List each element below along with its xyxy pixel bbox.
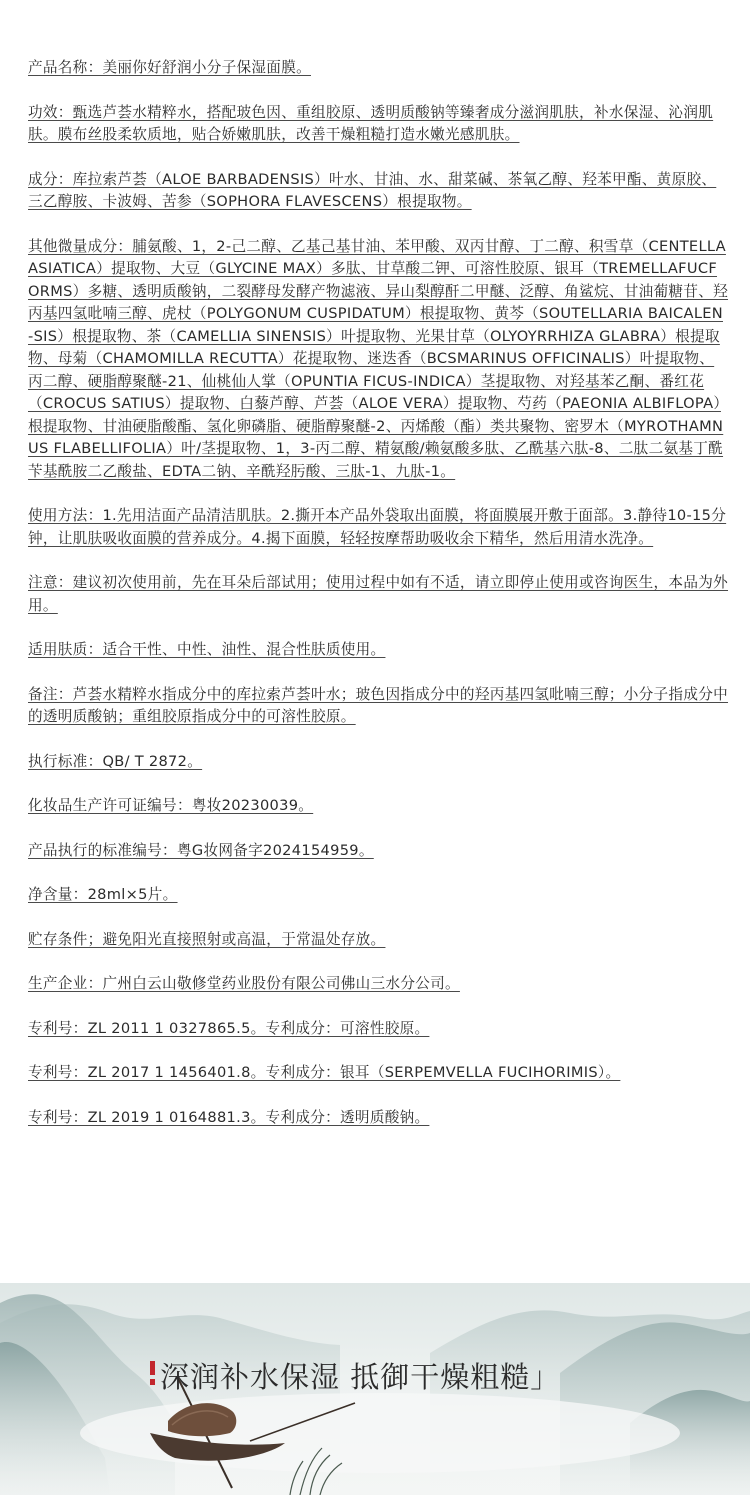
manufacturer-paragraph: 生产企业：广州白云山敬修堂药业股份有限公司佛山三水分公司。 [28, 975, 460, 992]
patent-paragraph-1: 专利号：ZL 2011 1 0327865.5。专利成分：可溶性胶原。 [28, 1019, 430, 1037]
product-info-document [28, 57, 728, 1151]
slogan-text: 深润补水保湿 抵御干燥粗糙 [160, 1360, 531, 1394]
filing-number-paragraph: 产品执行的标准编号：粤G妆网备字2024154959。 [28, 841, 374, 859]
mist [80, 1393, 680, 1473]
storage-paragraph: 贮存条件；避免阳光直接照射或高温，于常温处存放。 [28, 930, 386, 948]
product-name-paragraph: 产品名称：美丽你好舒润小分子保湿面膜。 [28, 59, 311, 76]
banner-slogan [150, 1355, 560, 1396]
caution-paragraph: 注意：建议初次使用前，先在耳朵后部试用；使用过程中如有不适，请立即停止使用或咨询医生，本品为外用。 [28, 574, 729, 614]
minor-ingredients-paragraph: 其他微量成分：脯氨酸、1，2-己二醇、乙基己基甘油、苯甲酸、双丙甘醇、丁二醇、积雪草（CENTELLAASIATICA）提取物、大豆（GLYCINE MAX）多肽、甘草酸二钾、可溶性胶原、银耳（TREMELLAFUCFORMS）多糖、透明质酸钠，二裂酵母发酵产物滤液、异山梨醇酐二甲醚、泛醇、角鲨烷、甘油葡糖苷、羟丙基四氢吡喃三醇、虎杖（POLYGONUM CUSPIDATUM）根提取物、黄芩（SOUTELLARIA BAICALEN-SIS）根提取物、茶（CAMELLIA SINENSIS）叶提取物、光果甘草（OLYOYRRHIZA GLABRA）根提取物、母菊（CHAMOMILLA RECUTTA）花提取物、迷迭香（BCSMARINUS OFFICINALIS）叶提取物、丙二醇、硬脂醇聚醚-21、仙桃仙人掌（OPUNTIA FICUS-INDICA）茎提取物、对羟基苯乙酮、番红花（CROCUS SATIUS）提取物、白藜芦醇、芦荟（ALOE VERA）提取物、芍药（PAEONIA ALBIFLOPA）根提取物、甘油硬脂酸酯、氢化卵磷脂、硬脂醇聚醚-2、丙烯酸（酯）类共聚物、密罗木（MYROTHAMNUS FLABELLIFOLIA）叶/茎提取物、1，3-丙二醇、精氨酸/赖氨酸多肽、乙酰基六肽-8、二肽二氨基丁酰苄基酰胺二乙酸盐、EDTA二钠、辛酰羟肟酸、三肽-1、九肽-1。 [28, 237, 729, 480]
ink-landscape-banner [0, 1283, 750, 1495]
efficacy-paragraph: 功效：甄选芦荟水精粹水，搭配玻色因、重组胶原、透明质酸钠等臻奢成分滋润肌肤，补水保湿、沁润肌肤。膜布丝股柔软质地，贴合娇嫩肌肤，改善干燥粗糙打造水嫩光感肌肤。 [28, 103, 714, 143]
slogan-close-bracket: 」 [530, 1360, 561, 1394]
ingredients-paragraph: 成分：库拉索芦荟（ALOE BARBADENSIS）叶水、甘油、水、甜菜碱、茶氧乙醇、羟苯甲酯、黄原胶、三乙醇胺、卡波姆、苦参（SOPHORA FLAVESCENS）根提取物。 [28, 170, 717, 210]
patent-paragraph-3: 专利号：ZL 2019 1 0164881.3。专利成分：透明质酸钠。 [28, 1108, 430, 1126]
skin-type-paragraph: 适用肤质：适合干性、中性、油性、混合性肤质使用。 [28, 641, 386, 658]
standard-paragraph: 执行标准：QB/ T 2872。 [28, 752, 203, 770]
remarks-paragraph: 备注：芦荟水精粹水指成分中的库拉索芦荟叶水；玻色因指成分中的羟丙基四氢吡喃三醇；小分子指成分中的透明质酸钠；重组胶原指成分中的可溶性胶原。 [28, 685, 729, 725]
license-paragraph: 化妆品生产许可证编号：粤妆20230039。 [28, 797, 314, 814]
usage-paragraph: 使用方法：1.先用洁面产品清洁肌肤。2.撕开本产品外袋取出面膜，将面膜展开敷于面部。3.静待10-15分钟，让肌肤吸收面膜的营养成分。4.揭下面膜，轻轻按摩帮助吸收余下精华，然后用清水洗净。 [28, 507, 727, 547]
patent-paragraph-2: 专利号：ZL 2017 1 1456401.8。专利成分：银耳（SERPEMVELLA FUCIHORIMIS）。 [28, 1064, 621, 1081]
net-content-paragraph: 净含量：28ml×5片。 [28, 886, 178, 903]
